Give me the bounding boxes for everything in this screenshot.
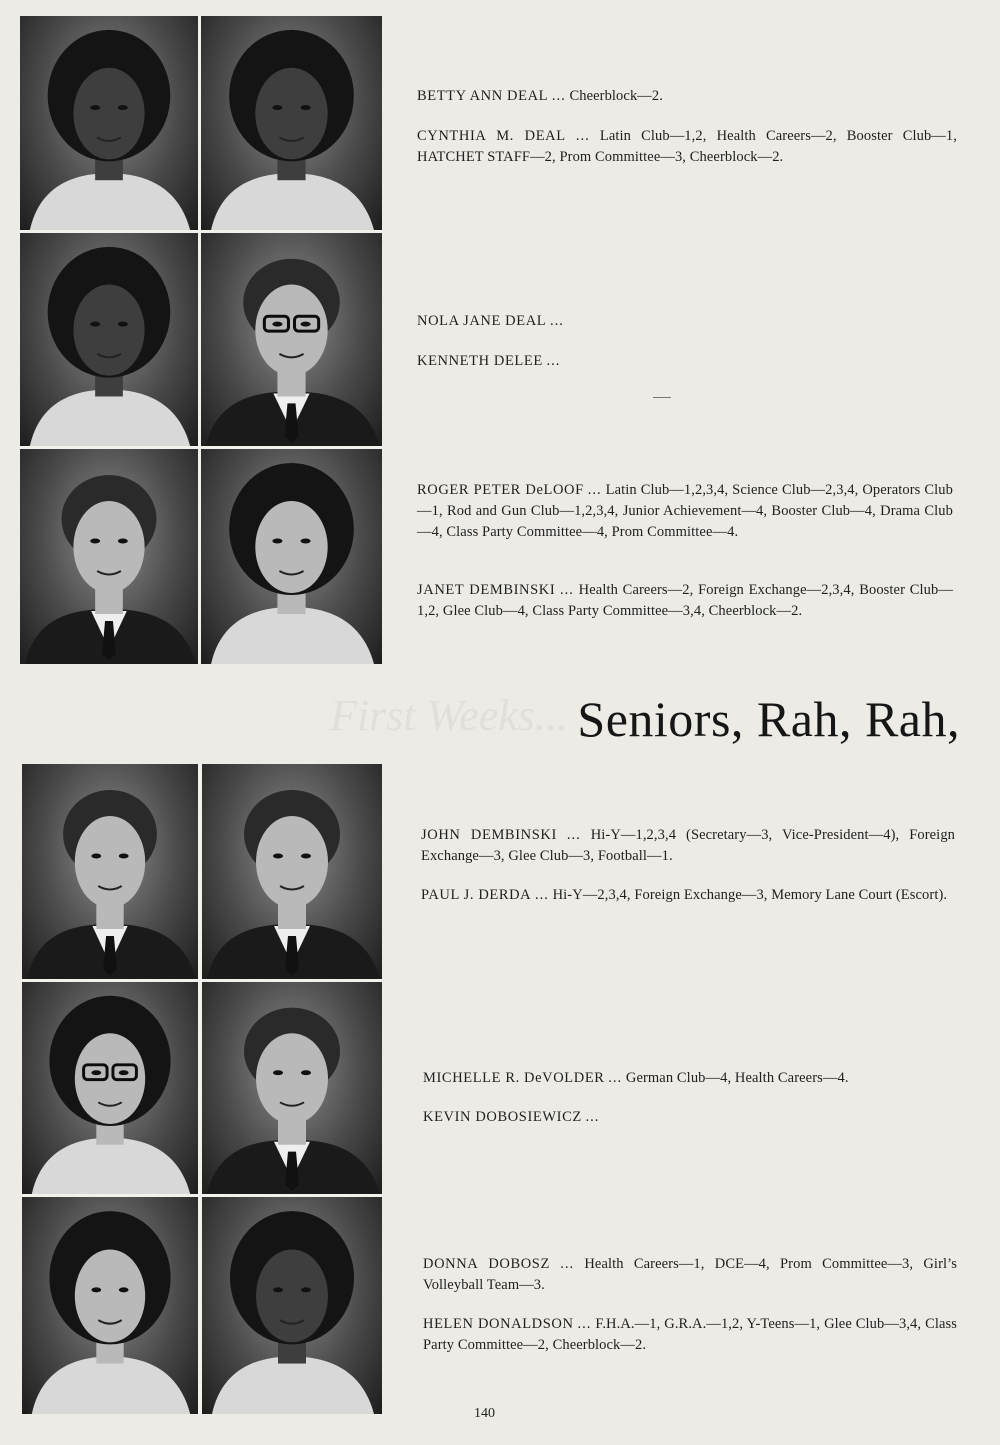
- student-name: CYNTHIA M. DEAL: [417, 128, 566, 144]
- portrait-silhouette: [201, 16, 382, 230]
- left-eye-shape: [273, 854, 283, 859]
- senior-entry: KENNETH DELEE ...: [417, 353, 561, 369]
- portrait-photo: [201, 16, 382, 230]
- left-eye-shape: [273, 1287, 283, 1292]
- senior-entry: JOHN DEMBINSKI ... Hi-Y—1,2,3,4 (Secretary—3, Vice-President—4), Foreign Exchange—3, Glee Club—3, Football—1.: [421, 827, 956, 864]
- portrait-photo: [22, 1197, 198, 1414]
- face-shape: [73, 501, 144, 593]
- student-activities: Hi-Y—1,2,3,4 (Secretary—3, Vice-President—4), Foreign Exchange—3, Glee Club—3, Football—1.: [421, 827, 956, 864]
- student-name: DONNA DOBOSZ: [423, 1256, 550, 1272]
- portrait-photo: [22, 982, 198, 1194]
- left-eye-shape: [90, 105, 100, 110]
- right-eye-shape: [119, 1070, 129, 1075]
- photo-grid-bottom: [22, 764, 382, 1414]
- portrait-photo: [20, 449, 198, 664]
- portrait-silhouette: [20, 449, 198, 664]
- photo-grid-top: [20, 16, 382, 664]
- right-eye-shape: [301, 322, 311, 327]
- left-eye-shape: [272, 105, 282, 110]
- senior-entry: BETTY ANN DEAL ... Cheerblock—2.: [417, 88, 663, 104]
- portrait-photo: [22, 764, 198, 979]
- page-number: 140: [474, 1406, 495, 1421]
- portrait-photo: [202, 1197, 382, 1414]
- portrait-photo: [20, 233, 198, 446]
- student-activities: Latin Club—1,2, Health Careers—2, Booster Club—1, HATCHET STAFF—2, Prom Committee—3, Cheerblock—2.: [417, 128, 957, 165]
- student-activities: Health Careers—1, DCE—4, Prom Committee—3, Girl’s Volleyball Team—3.: [423, 1256, 957, 1293]
- portrait-silhouette: [22, 1197, 198, 1414]
- left-eye-shape: [272, 322, 282, 327]
- student-name: NOLA JANE DEAL: [417, 313, 547, 329]
- senior-entry: NOLA JANE DEAL ...: [417, 313, 564, 329]
- face-shape: [256, 1249, 328, 1342]
- shoulders-shape: [211, 607, 374, 664]
- shoulders-shape: [32, 1356, 190, 1414]
- portrait-silhouette: [202, 982, 382, 1194]
- portrait-photo: [202, 764, 382, 979]
- student-activities: F.H.A.—1, G.R.A.—1,2, Y-Teens—1, Glee Club—3,4, Class Party Committee—2, Cheerblock—2.: [423, 1316, 957, 1353]
- student-name: ROGER PETER DeLOOF: [417, 482, 584, 498]
- face-shape: [255, 68, 327, 160]
- face-shape: [256, 1033, 328, 1124]
- face-shape: [255, 501, 327, 593]
- student-name: KEVIN DOBOSIEWICZ: [423, 1109, 582, 1125]
- portrait-silhouette: [201, 449, 382, 664]
- student-name: BETTY ANN DEAL: [417, 88, 549, 104]
- senior-entry: PAUL J. DERDA ... Hi-Y—2,3,4, Foreign Exchange—3, Memory Lane Court (Escort).: [421, 887, 948, 903]
- student-activities: German Club—4, Health Careers—4.: [625, 1070, 849, 1086]
- student-name: JANET DEMBINSKI: [417, 582, 556, 598]
- senior-entry: HELEN DONALDSON ... F.H.A.—1, G.R.A.—1,2, Y-Teens—1, Glee Club—3,4, Class Party Committee—2, Cheerblock—2.: [423, 1316, 957, 1353]
- senior-entry: JANET DEMBINSKI ... Health Careers—2, Foreign Exchange—2,3,4, Booster Club—1,2, Glee Club—4, Class Party Committee—3,4, Cheerblock—2.: [417, 582, 953, 619]
- left-eye-shape: [90, 322, 100, 327]
- right-eye-shape: [118, 105, 128, 110]
- portrait-silhouette: [202, 1197, 382, 1414]
- senior-entry: ROGER PETER DeLOOF ... Latin Club—1,2,3,4, Science Club—2,3,4, Operators Club—1, Rod and Gun Club—1,2,3,4, Junior Achievement—4, Booster Club—4, Drama Club—4, Class Party Committee—4, Prom Committee—4.: [417, 482, 953, 540]
- left-eye-shape: [91, 854, 101, 859]
- right-eye-shape: [119, 854, 129, 859]
- senior-entry: DONNA DOBOSZ ... Health Careers—1, DCE—4, Prom Committee—3, Girl’s Volleyball Team—3.: [423, 1256, 957, 1293]
- print-mark: [653, 397, 671, 398]
- student-name: HELEN DONALDSON: [423, 1316, 574, 1332]
- student-name: PAUL J. DERDA: [421, 887, 532, 903]
- bleed-through-text: First Weeks...: [330, 691, 568, 740]
- right-eye-shape: [118, 539, 128, 544]
- portrait-silhouette: [20, 233, 198, 446]
- right-eye-shape: [301, 1070, 311, 1075]
- right-eye-shape: [301, 854, 311, 859]
- portrait-silhouette: [202, 764, 382, 979]
- right-eye-shape: [118, 322, 128, 327]
- student-activities: Cheerblock—2.: [569, 88, 663, 104]
- portrait-silhouette: [20, 16, 198, 230]
- senior-entry: KEVIN DOBOSIEWICZ ...: [423, 1109, 600, 1125]
- portrait-photo: [20, 16, 198, 230]
- portrait-silhouette: [22, 764, 198, 979]
- portrait-photo: [201, 449, 382, 664]
- student-activities: Health Careers—2, Foreign Exchange—2,3,4, Booster Club—1,2, Glee Club—4, Class Party Committee—3,4, Cheerblock—2.: [417, 582, 953, 619]
- left-eye-shape: [272, 539, 282, 544]
- shoulders-shape: [30, 173, 190, 230]
- student-name: KENNETH DELEE: [417, 353, 543, 369]
- left-eye-shape: [91, 1287, 101, 1292]
- portrait-silhouette: [22, 982, 198, 1194]
- student-activities: Latin Club—1,2,3,4, Science Club—2,3,4, Operators Club—1, Rod and Gun Club—1,2,3,4, Junior Achievement—4, Booster Club—4, Drama Club—4, Class Party Committee—4, Prom Committee—4.: [417, 482, 953, 540]
- page-headline: Seniors, Rah, Rah,: [577, 691, 960, 747]
- portrait-photo: [201, 233, 382, 446]
- right-eye-shape: [301, 539, 311, 544]
- student-activities: Hi-Y—2,3,4, Foreign Exchange—3, Memory Lane Court (Escort).: [552, 887, 948, 903]
- face-shape: [73, 68, 144, 160]
- student-name: MICHELLE R. DeVOLDER: [423, 1070, 605, 1086]
- face-shape: [73, 285, 144, 376]
- left-eye-shape: [91, 1070, 101, 1075]
- left-eye-shape: [273, 1070, 283, 1075]
- shoulders-shape: [212, 1356, 374, 1414]
- senior-entry: MICHELLE R. DeVOLDER ... German Club—4, Health Careers—4.: [423, 1070, 849, 1086]
- shoulders-shape: [211, 173, 374, 230]
- senior-entry: CYNTHIA M. DEAL ... Latin Club—1,2, Health Careers—2, Booster Club—1, HATCHET STAFF—2, Prom Committee—3, Cheerblock—2.: [417, 128, 957, 165]
- face-shape: [75, 816, 145, 908]
- right-eye-shape: [301, 105, 311, 110]
- shoulders-shape: [32, 1138, 190, 1194]
- shoulders-shape: [30, 390, 190, 446]
- portrait-photo: [202, 982, 382, 1194]
- portrait-silhouette: [201, 233, 382, 446]
- right-eye-shape: [119, 1287, 129, 1292]
- right-eye-shape: [301, 1287, 311, 1292]
- face-shape: [75, 1249, 145, 1342]
- student-name: JOHN DEMBINSKI: [421, 827, 557, 843]
- face-shape: [256, 816, 328, 908]
- left-eye-shape: [90, 539, 100, 544]
